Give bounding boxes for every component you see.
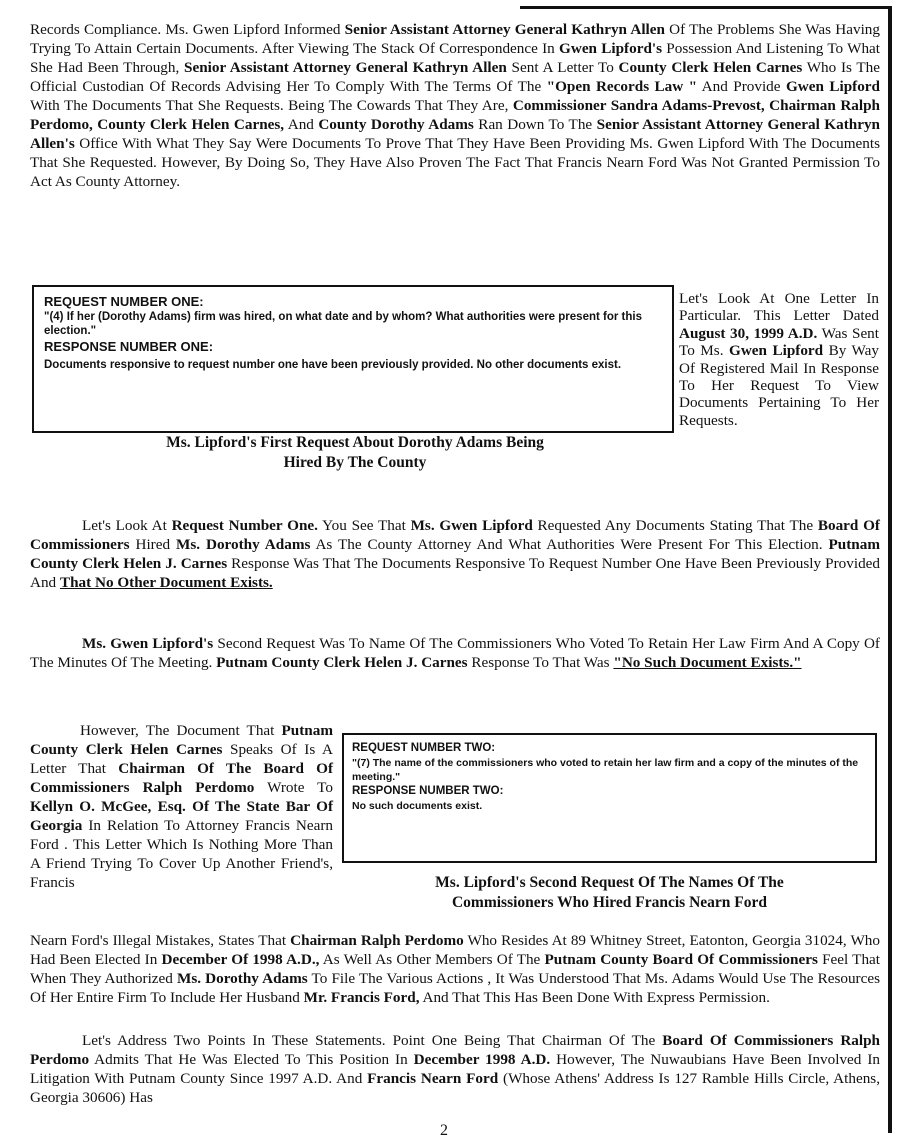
page-number: 2: [440, 1122, 448, 1139]
response-two-text: No such documents exist.: [352, 800, 483, 812]
request-two-heading: REQUEST NUMBER TWO:: [352, 742, 496, 754]
paragraph-request-one: Let's Look At Request Number One. You See That Ms. Gwen Lipford Requested Any Documents Stating That The Board Of Commissioners Hired Ms. Dorothy Adams As The County Attorney And What Authorities Were Present For This Election. Putnam County Clerk Helen J. Carnes Response Was That The Documents Responsive To Request Number One Have Been Previously Provided And That No Other Document Exists.: [30, 517, 880, 591]
side-note: Let's Look At One Letter In Particular. This Letter Dated August 30, 1999 A.D. Was Sent To Ms. Gwen Lipford By Way Of Registered Mail In Response To Her Request To View Documents Pertaining To Her Requests.: [679, 290, 880, 429]
response-one-heading: RESPONSE NUMBER ONE:: [44, 339, 214, 354]
request-one-box: [32, 285, 674, 433]
intro-paragraph: Records Compliance. Ms. Gwen Lipford Informed Senior Assistant Attorney General Kathryn Allen Of The Problems She Was Having Trying To Attain Certain Documents. After Viewing The Stack Of Correspondence In Gwen Lipford's Possession And Listening To What She Had Been Through, Senior Assistant Attorney General Kathryn Allen Sent A Letter To County Clerk Helen Carnes Who Is The Official Custodian Of Records Advising Her To Comply With The Terms Of The "Open Records Law " And Provide Gwen Lipford With The Documents That She Requests. Being The Cowards That They Are, Commissioner Sandra Adams-Prevost, Chairman Ralph Perdomo, County Clerk Helen Carnes, And County Dorothy Adams Ran Down To The Senior Assistant Attorney General Kathryn Allen's Office With What They Say Were Documents To Prove That They Have Been Providing Ms. Gwen Lipford With The Documents That She Requested. However, By Doing So, They Have Also Proven The Fact That Francis Nearn Ford Was Not Granted Permission To Act As County Attorney.: [30, 21, 881, 190]
request-two-box: [342, 733, 877, 863]
paragraph-letter-continued: Nearn Ford's Illegal Mistakes, States That Chairman Ralph Perdomo Who Resides At 89 Whitney Street, Eatonton, Georgia 31024, Who Had Been Elected In December Of 1998 A.D., As Well As Other Members Of The Putnam County Board Of Commissioners Feel That When They Authorized Ms. Dorothy Adams To File The Various Actions , It Was Understood That Ms. Adams Would Use The Resources Of Her Entire Firm To Include Her Husband Mr. Francis Ford, And That This Has Been Done With Express Permission.: [30, 932, 881, 1006]
page-border-right: [888, 8, 892, 1133]
request-one-text: "(4) If her (Dorothy Adams) firm was hired, on what date and by whom? What authorities were present for this election.": [44, 311, 642, 337]
caption-request-one: Ms. Lipford's First Request About Dorothy Adams Being Hired By The County: [166, 434, 544, 471]
page-border-top: [520, 6, 892, 9]
paragraph-request-two: Ms. Gwen Lipford's Second Request Was To Name Of The Commissioners Who Voted To Retain Her Law Firm And A Copy Of The Minutes Of The Meeting. Putnam County Clerk Helen J. Carnes Response To That Was "No Such Document Exists.": [30, 635, 880, 671]
caption-request-two: Ms. Lipford's Second Request Of The Names Of The Commissioners Who Hired Francis Nearn Ford: [435, 874, 784, 911]
request-one-heading: REQUEST NUMBER ONE:: [44, 294, 204, 309]
paragraph-two-points: Let's Address Two Points In These Statements. Point One Being That Chairman Of The Board Of Commissioners Ralph Perdomo Admits That He Was Elected To This Position In December 1998 A.D. However, The Nuwaubians Have Been Involved In Litigation With Putnam County Since 1997 A.D. And Francis Nearn Ford (Whose Athens' Address Is 127 Ramble Hills Circle, Athens, Georgia 30606) Has: [30, 1032, 881, 1106]
paragraph-letter-left: However, The Document That Putnam County Clerk Helen Carnes Speaks Of Is A Letter That Chairman Of The Board Of Commissioners Ralph Perdomo Wrote To Kellyn O. McGee, Esq. Of The State Bar Of Georgia In Relation To Attorney Francis Nearn Ford . This Letter Which Is Nothing More Than A Friend Trying To Cover Up Another Friend's, Francis: [30, 722, 334, 891]
response-two-heading: RESPONSE NUMBER TWO:: [352, 785, 504, 797]
request-two-text: "(7) The name of the commissioners who voted to retain her law firm and a copy of the minutes of the meeting.": [352, 757, 859, 783]
response-one-text: Documents responsive to request number one have been previously provided. No other documents exist.: [44, 359, 622, 371]
